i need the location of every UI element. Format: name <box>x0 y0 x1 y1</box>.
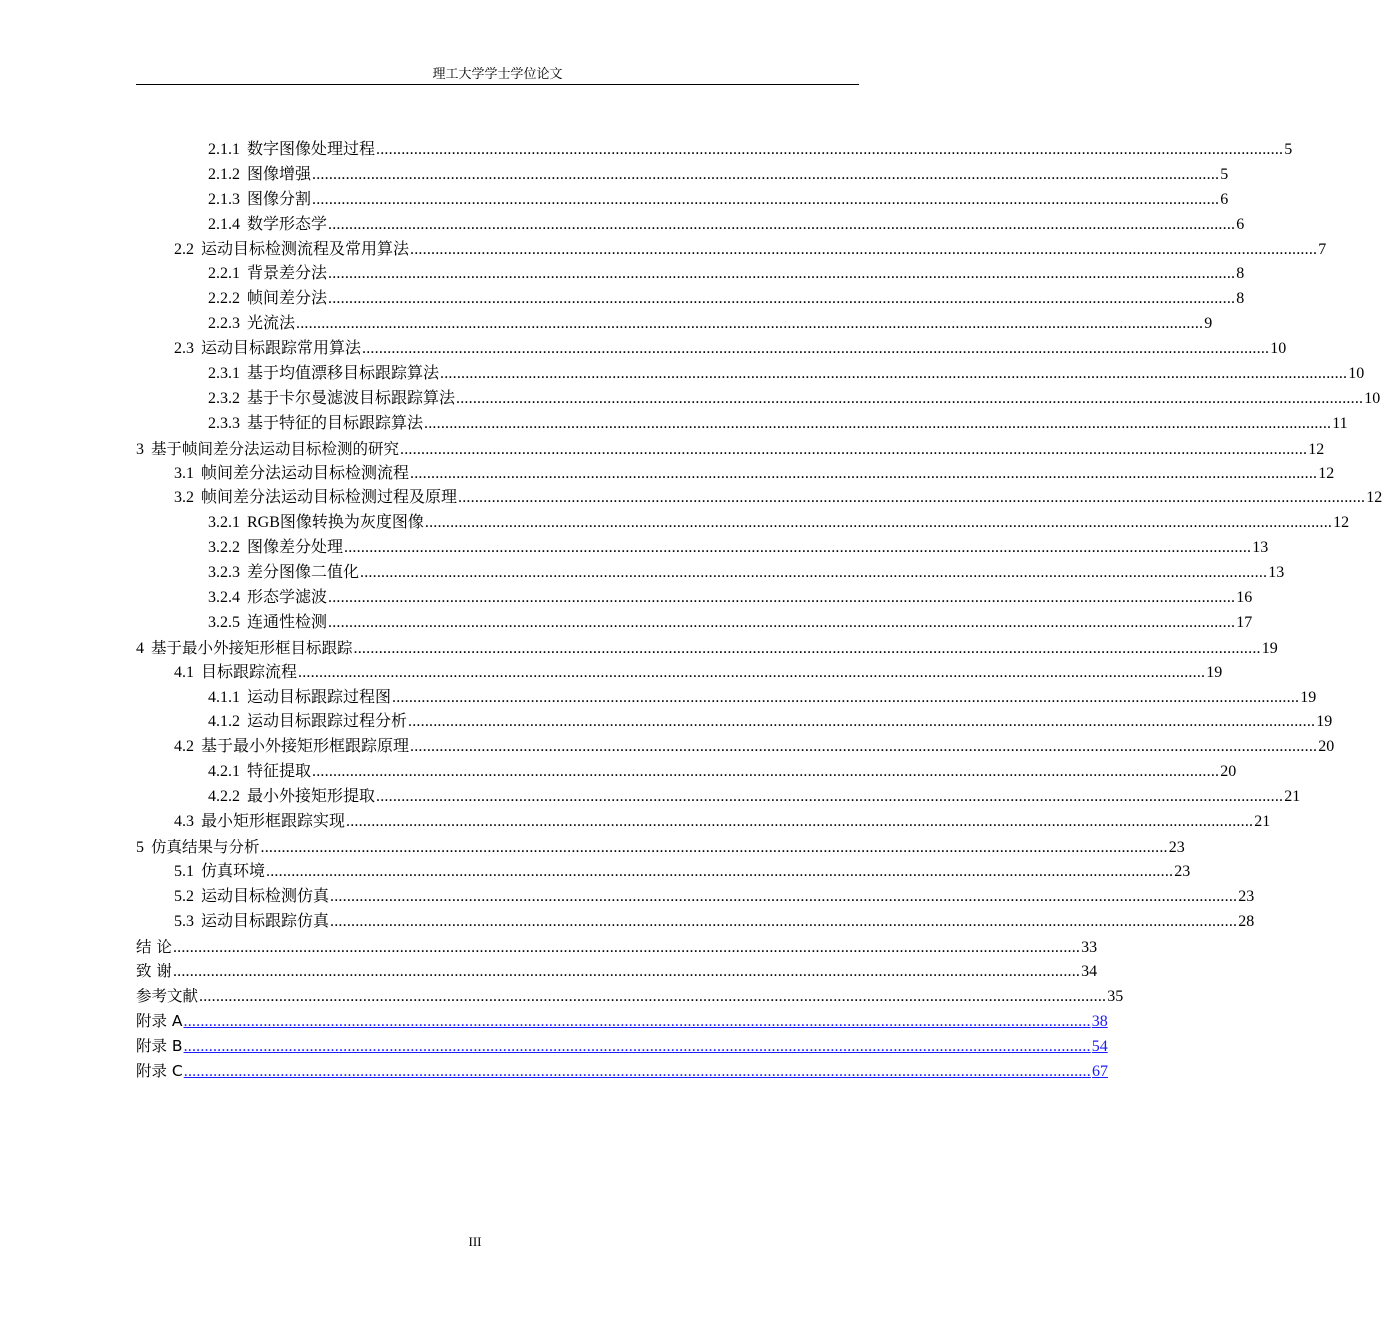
toc-dot-leader: ........................................................................................................................................................................................................................ <box>172 963 1081 981</box>
toc-entry-page: 5 <box>1284 141 1293 158</box>
toc-entry-page: 11 <box>1332 414 1348 432</box>
toc-entry-page: 16 <box>1236 589 1253 607</box>
toc-entry-title: 运动目标跟踪过程分析 <box>247 713 408 731</box>
toc-entry <box>136 586 1253 611</box>
toc-dot-leader: ........................................................................................................................................................................................................................ <box>376 141 1284 158</box>
toc-dot-leader: ........................................................................................................................................................................................................................ <box>456 389 1364 407</box>
toc-dot-leader: ........................................................................................................................................................................................................................ <box>410 464 1318 482</box>
running-header: 理工大学学士学位论文 <box>432 66 563 81</box>
toc-entry-page: 23 <box>1238 887 1255 905</box>
toc-dot-leader: ........................................................................................................................................................................................................................ <box>183 1013 1091 1031</box>
toc-entry <box>136 835 1185 860</box>
toc-entry-number: 2.1.1 <box>208 141 240 158</box>
toc-entry <box>136 238 1327 263</box>
toc-dot-leader: ........................................................................................................................................................................................................................ <box>376 788 1284 806</box>
toc-entry <box>136 412 1348 437</box>
table-of-contents <box>136 138 1382 1084</box>
toc-entry-page: 6 <box>1220 190 1229 208</box>
toc-entry-number: 3.2.2 <box>208 539 240 557</box>
toc-entry-number: 5 <box>136 838 144 856</box>
toc-dot-leader: ........................................................................................................................................................................................................................ <box>266 862 1174 880</box>
toc-entry <box>136 262 1245 287</box>
toc-entry-number: 2.1.3 <box>208 190 240 208</box>
toc-entry-page[interactable]: 67 <box>1091 1062 1108 1080</box>
toc-entry-title: 光流法 <box>247 315 296 333</box>
toc-dot-leader: ........................................................................................................................................................................................................................ <box>328 265 1236 283</box>
toc-entry-page: 10 <box>1364 389 1381 407</box>
toc-entry-page: 19 <box>1261 639 1278 657</box>
toc-entry-title: 背景差分法 <box>247 265 328 283</box>
toc-entry <box>136 462 1335 487</box>
toc-entry-number: 5.2 <box>174 887 194 905</box>
toc-entry <box>136 785 1301 810</box>
toc-entry-number: 2.2.1 <box>208 265 240 283</box>
toc-entry-page: 19 <box>1206 663 1223 681</box>
toc-dot-leader: ........................................................................................................................................................................................................................ <box>424 514 1333 532</box>
toc-entry-title: 运动目标跟踪常用算法 <box>201 340 362 358</box>
toc-dot-leader: ........................................................................................................................................................................................................................ <box>440 365 1348 383</box>
toc-dot-leader: ........................................................................................................................................................................................................................ <box>330 912 1238 930</box>
toc-entry-title: 帧间差分法运动目标检测流程 <box>201 464 410 482</box>
toc-entry-title: 基于特征的目标跟踪算法 <box>247 414 424 432</box>
toc-entry-page: 10 <box>1348 365 1365 383</box>
toc-entry-number: 3.2.1 <box>208 514 240 532</box>
toc-dot-leader: ........................................................................................................................................................................................................................ <box>312 190 1220 208</box>
toc-entry-title: 基于均值漂移目标跟踪算法 <box>247 365 440 383</box>
toc-entry-title: 差分图像二值化 <box>247 564 360 582</box>
header-rule <box>136 84 859 85</box>
toc-dot-leader: ........................................................................................................................................................................................................................ <box>183 1062 1091 1080</box>
toc-entry-title: 数学形态学 <box>247 215 328 233</box>
toc-entry <box>136 437 1325 462</box>
toc-entry-title: 运动目标跟踪仿真 <box>201 912 330 930</box>
toc-entry-page: 5 <box>1220 165 1229 183</box>
toc-entry-number: 3.2.5 <box>208 613 240 631</box>
toc-dot-leader: ........................................................................................................................................................................................................................ <box>298 663 1206 681</box>
toc-entry-title: 形态学滤波 <box>247 589 328 607</box>
toc-entry <box>136 213 1245 238</box>
toc-dot-leader: ........................................................................................................................................................................................................................ <box>312 763 1220 781</box>
toc-entry-number: 4.2.2 <box>208 788 240 806</box>
toc-entry-number: 5.1 <box>174 862 194 880</box>
toc-entry-page: 6 <box>1236 215 1245 233</box>
toc-entry-page[interactable]: 54 <box>1091 1038 1108 1056</box>
toc-entry <box>136 536 1269 561</box>
toc-entry <box>136 984 1124 1009</box>
toc-entry-page: 23 <box>1168 838 1185 856</box>
toc-entry <box>136 163 1229 188</box>
toc-entry-number: 2.1.4 <box>208 215 240 233</box>
toc-dot-leader: ........................................................................................................................................................................................................................ <box>400 440 1308 458</box>
toc-entry-page: 12 <box>1333 514 1350 532</box>
toc-entry-title: 运动目标跟踪过程图 <box>247 688 392 706</box>
toc-dot-leader: ........................................................................................................................................................................................................................ <box>328 215 1236 233</box>
toc-entry <box>136 760 1237 785</box>
toc-dot-leader: ........................................................................................................................................................................................................................ <box>199 988 1107 1006</box>
toc-entry-title: 结 论 <box>136 937 172 956</box>
toc-entry <box>136 661 1223 686</box>
toc-entry[interactable] <box>136 1009 1108 1034</box>
toc-entry-title: 图像增强 <box>247 165 312 183</box>
toc-entry-number: 3 <box>136 440 144 458</box>
toc-entry-number: 3.2.3 <box>208 564 240 582</box>
toc-entry-page: 13 <box>1252 539 1269 557</box>
toc-entry-title: 运动目标检测仿真 <box>201 887 330 905</box>
toc-entry-number: 4 <box>136 639 144 657</box>
toc-entry-page: 20 <box>1318 738 1335 756</box>
toc-dot-leader: ........................................................................................................................................................................................................................ <box>344 539 1252 557</box>
toc-entry-page: 7 <box>1318 240 1327 258</box>
toc-dot-leader: ........................................................................................................................................................................................................................ <box>424 414 1332 432</box>
toc-entry-number: 2.2.3 <box>208 315 240 333</box>
toc-entry-number: 4.2 <box>174 738 194 756</box>
toc-dot-leader: ........................................................................................................................................................................................................................ <box>346 813 1254 831</box>
toc-entry <box>136 188 1229 213</box>
toc-dot-leader: ........................................................................................................................................................................................................................ <box>183 1038 1091 1056</box>
toc-entry-page: 10 <box>1270 340 1287 358</box>
toc-dot-leader: ........................................................................................................................................................................................................................ <box>328 589 1236 607</box>
toc-entry-number: 2.3.3 <box>208 414 240 432</box>
toc-entry-title: 仿真环境 <box>201 862 266 880</box>
toc-dot-leader: ........................................................................................................................................................................................................................ <box>353 639 1261 657</box>
toc-entry-number: 2.3 <box>174 340 194 358</box>
toc-entry-page: 8 <box>1236 265 1245 283</box>
toc-entry-number: 4.1 <box>174 663 194 681</box>
toc-entry-page: 17 <box>1236 613 1253 631</box>
toc-entry <box>136 636 1278 661</box>
toc-entry-title: 基于帧间差分法运动目标检测的研究 <box>151 439 400 458</box>
toc-entry-number: 3.1 <box>174 464 194 482</box>
toc-entry-title: 附录 B <box>136 1037 183 1056</box>
toc-entry-title: 连通性检测 <box>247 613 328 631</box>
toc-entry-number: 5.3 <box>174 912 194 930</box>
toc-entry-title: 基于最小外接矩形框目标跟踪 <box>151 638 353 657</box>
toc-entry-page: 21 <box>1254 813 1271 831</box>
toc-entry-page: 9 <box>1204 315 1213 333</box>
toc-dot-leader: ........................................................................................................................................................................................................................ <box>296 315 1204 333</box>
toc-entry-number: 2.1.2 <box>208 165 240 183</box>
toc-entry-page: 12 <box>1366 489 1382 507</box>
toc-entry-page: 34 <box>1081 963 1098 981</box>
toc-entry <box>136 735 1335 760</box>
toc-entry-number: 4.1.1 <box>208 688 240 706</box>
toc-entry-title: 特征提取 <box>247 763 312 781</box>
toc-entry-title: RGB图像转换为灰度图像 <box>247 514 424 532</box>
toc-dot-leader: ........................................................................................................................................................................................................................ <box>328 290 1236 308</box>
toc-entry-number: 3.2.4 <box>208 589 240 607</box>
toc-entry <box>136 511 1350 536</box>
toc-entry-number: 4.3 <box>174 813 194 831</box>
toc-dot-leader: ........................................................................................................................................................................................................................ <box>260 838 1168 856</box>
toc-entry <box>136 860 1191 885</box>
toc-entry-title: 仿真结果与分析 <box>151 837 260 856</box>
toc-entry-page[interactable]: 38 <box>1091 1013 1108 1031</box>
toc-entry-title: 最小矩形框跟踪实现 <box>201 813 346 831</box>
toc-entry-title: 附录 C <box>136 1061 183 1080</box>
toc-entry <box>136 287 1245 312</box>
toc-entry[interactable] <box>136 1034 1108 1059</box>
toc-entry <box>136 611 1253 636</box>
toc-entry-page: 35 <box>1107 988 1124 1006</box>
toc-entry <box>136 810 1271 835</box>
toc-entry-number: 2.2 <box>174 240 194 258</box>
toc-entry-page: 28 <box>1238 912 1255 930</box>
toc-entry-page: 20 <box>1220 763 1237 781</box>
toc-entry <box>136 959 1098 984</box>
toc-entry-number: 2.3.2 <box>208 389 240 407</box>
toc-dot-leader: ........................................................................................................................................................................................................................ <box>360 564 1268 582</box>
toc-entry-page: 19 <box>1300 688 1317 706</box>
toc-entry-page: 21 <box>1284 788 1301 806</box>
toc-entry-number: 4.2.1 <box>208 763 240 781</box>
toc-entry-page: 33 <box>1081 938 1098 956</box>
toc-entry <box>136 710 1333 735</box>
toc-dot-leader: ........................................................................................................................................................................................................................ <box>312 165 1220 183</box>
toc-entry-page: 12 <box>1308 440 1325 458</box>
toc-entry-title: 图像分割 <box>247 190 312 208</box>
toc-entry-title: 基于卡尔曼滤波目标跟踪算法 <box>247 389 456 407</box>
toc-entry-title: 运动目标检测流程及常用算法 <box>201 240 410 258</box>
toc-entry <box>136 138 1293 163</box>
toc-entry <box>136 362 1365 387</box>
toc-entry <box>136 561 1285 586</box>
toc-entry-title: 目标跟踪流程 <box>201 663 298 681</box>
toc-entry-title: 致 谢 <box>136 962 172 981</box>
toc-entry-title: 基于最小外接矩形框跟踪原理 <box>201 738 410 756</box>
toc-entry-page: 23 <box>1174 862 1191 880</box>
toc-entry-title: 帧间差分法 <box>247 290 328 308</box>
toc-entry-page: 13 <box>1268 564 1285 582</box>
toc-dot-leader: ........................................................................................................................................................................................................................ <box>408 713 1316 731</box>
toc-entry <box>136 935 1098 960</box>
toc-entry-title: 附录 A <box>136 1012 183 1031</box>
toc-dot-leader: ........................................................................................................................................................................................................................ <box>362 340 1270 358</box>
toc-dot-leader: ........................................................................................................................................................................................................................ <box>392 688 1300 706</box>
toc-entry <box>136 486 1382 511</box>
toc-entry-title: 最小外接矩形提取 <box>247 788 376 806</box>
toc-entry-title: 参考文献 <box>136 987 199 1006</box>
toc-entry <box>136 686 1317 711</box>
toc-entry <box>136 337 1287 362</box>
toc-entry <box>136 387 1381 412</box>
toc-entry-number: 4.1.2 <box>208 713 240 731</box>
toc-entry-number: 3.2 <box>174 489 194 507</box>
toc-dot-leader: ........................................................................................................................................................................................................................ <box>328 613 1236 631</box>
toc-dot-leader: ........................................................................................................................................................................................................................ <box>172 938 1081 956</box>
toc-dot-leader: ........................................................................................................................................................................................................................ <box>330 887 1238 905</box>
toc-entry-page: 8 <box>1236 290 1245 308</box>
toc-entry-title: 图像差分处理 <box>247 539 344 557</box>
toc-dot-leader: ........................................................................................................................................................................................................................ <box>410 240 1318 258</box>
toc-entry-title: 数字图像处理过程 <box>247 141 376 158</box>
toc-entry[interactable] <box>136 1059 1108 1084</box>
toc-entry <box>136 885 1255 910</box>
toc-dot-leader: ........................................................................................................................................................................................................................ <box>410 738 1318 756</box>
toc-entry-page: 12 <box>1318 464 1335 482</box>
toc-dot-leader: ........................................................................................................................................................................................................................ <box>458 489 1366 507</box>
toc-entry-page: 19 <box>1316 713 1333 731</box>
toc-entry-number: 2.3.1 <box>208 365 240 383</box>
toc-entry <box>136 312 1213 337</box>
toc-entry-title: 帧间差分法运动目标检测过程及原理 <box>201 489 458 507</box>
page-number: III <box>468 1234 482 1249</box>
toc-entry <box>136 910 1255 935</box>
toc-entry-number: 2.2.2 <box>208 290 240 308</box>
